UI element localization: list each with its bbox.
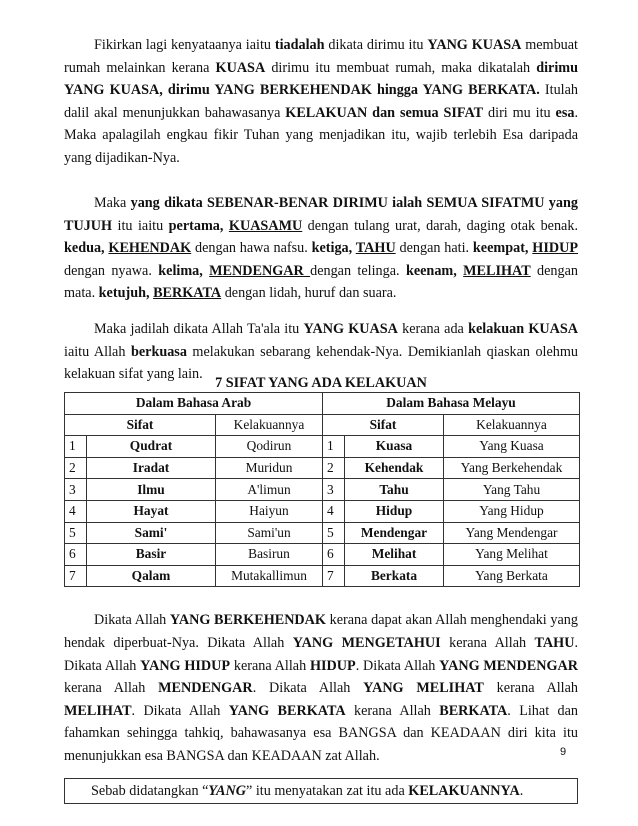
table-row	[65, 436, 580, 458]
group-arab-header: Dalam Bahasa Arab	[65, 393, 323, 415]
kelakuan-melayu: Yang Hidup	[444, 500, 580, 522]
sifat-arab: Sami'	[87, 522, 216, 544]
sifat-arab: Ilmu	[87, 479, 216, 501]
note-box: Sebab didatangkan “YANG” itu menyatakan zat itu ada KELAKUANNYA.	[64, 778, 578, 804]
page-content	[64, 34, 578, 804]
kelakuan-arab: A'limun	[216, 479, 323, 501]
sifat-melayu: Hidup	[345, 500, 444, 522]
sifat-melayu: Kehendak	[345, 457, 444, 479]
row-number: 2	[323, 457, 345, 479]
sifat-melayu: Kuasa	[345, 436, 444, 458]
kelakuan-arab: Sami'un	[216, 522, 323, 544]
table-row	[65, 500, 580, 522]
sifat-arab: Basir	[87, 544, 216, 566]
row-number: 2	[65, 457, 87, 479]
kelakuan-arab: Basirun	[216, 544, 323, 566]
kelakuan-arab: Haiyun	[216, 500, 323, 522]
row-number: 4	[323, 500, 345, 522]
table-caption: 7 SIFAT YANG ADA KELAKUAN	[215, 375, 427, 391]
sifat-melayu: Melihat	[345, 544, 444, 566]
sifat-arab: Qudrat	[87, 436, 216, 458]
table-row	[65, 457, 580, 479]
kelakuan-melayu: Yang Melihat	[444, 544, 580, 566]
sifat-arab: Hayat	[87, 500, 216, 522]
table-row	[65, 522, 580, 544]
sifat-melayu: Mendengar	[345, 522, 444, 544]
sifat-arab: Qalam	[87, 565, 216, 587]
header-kelakuan-melayu: Kelakuannya	[444, 414, 580, 436]
kelakuan-melayu: Yang Berkehendak	[444, 457, 580, 479]
paragraph-2: Maka yang dikata SEBENAR-BENAR DIRIMU ialah SEMUA SIFATMU yang TUJUH itu iaitu pertama, KUASAMU dengan tulang urat, darah, daging otak benak. kedua, KEHENDAK dengan hawa nafsu. ketiga, TAHU dengan hati. keempat, HIDUP dengan nyawa. kelima, MENDENGAR dengan telinga. keenam, MELIHAT dengan mata. ketujuh, BERKATA dengan lidah, huruf dan suara.	[64, 195, 578, 302]
row-number: 4	[65, 500, 87, 522]
row-number: 5	[65, 522, 87, 544]
sifat-melayu: Tahu	[345, 479, 444, 501]
row-number: 5	[323, 522, 345, 544]
kelakuan-arab: Qodirun	[216, 436, 323, 458]
header-sifat-melayu: Sifat	[323, 414, 444, 436]
row-number: 6	[323, 544, 345, 566]
header-kelakuan-arab: Kelakuannya	[216, 414, 323, 436]
kelakuan-arab: Muridun	[216, 457, 323, 479]
table-row	[65, 544, 580, 566]
kelakuan-melayu: Yang Mendengar	[444, 522, 580, 544]
paragraph-3: Maka jadilah dikata Allah Ta'ala itu YANG KUASA kerana ada kelakuan KUASA iaitu Allah berkuasa melakukan sebarang kehendak-Nya. Demikianlah qiaskan olehmu kelakuan sifat yang lain.	[64, 321, 579, 383]
kelakuan-melayu: Yang Tahu	[444, 479, 580, 501]
paragraph-4: Dikata Allah YANG BERKEHENDAK kerana dapat akan Allah menghendaki yang hendak diperbuat-Nya. Dikata Allah YANG MENGETAHUI kerana Allah TAHU. Dikata Allah YANG HIDUP kerana Allah HIDUP. Dikata Allah YANG MENDENGAR kerana Allah MENDENGAR. Dikata Allah YANG MELIHAT kerana Allah MELIHAT. Dikata Allah YANG BERKATA kerana Allah BERKATA. Lihat dan fahamkan sehingga tahkiq, bahawasanya esa BANGSA dan KEADAAN diri kita itu menunjukkan esa BANGSA dan KEADAAN zat Allah.	[64, 612, 578, 764]
row-number: 1	[323, 436, 345, 458]
page-number: 9	[560, 746, 567, 758]
table-group-header	[65, 393, 580, 415]
row-number: 6	[65, 544, 87, 566]
table-row	[65, 479, 580, 501]
table-column-header	[65, 414, 580, 436]
row-number: 1	[65, 436, 87, 458]
group-melayu-header: Dalam Bahasa Melayu	[323, 393, 580, 415]
sifat-melayu: Berkata	[345, 565, 444, 587]
kelakuan-arab: Mutakallimun	[216, 565, 323, 587]
row-number: 3	[323, 479, 345, 501]
sifat-arab: Iradat	[87, 457, 216, 479]
row-number: 7	[323, 565, 345, 587]
paragraph-1: Fikirkan lagi kenyataanya iaitu tiadalah dikata dirimu itu YANG KUASA membuat rumah melainkan kerana KUASA dirimu itu membuat rumah, maka dikatalah dirimu YANG KUASA, dirimu YANG BERKEHENDAK hingga YANG BERKATA. Itulah dalil akal menunjukkan bahawasanya KELAKUAN dan semua SIFAT diri mu itu esa. Maka apalagilah engkau fikir Tuhan yang menjadikan itu, wajib terlebih Esa daripada yang dijadikan-Nya.	[64, 37, 579, 166]
kelakuan-melayu: Yang Kuasa	[444, 436, 580, 458]
kelakuan-melayu: Yang Berkata	[444, 565, 580, 587]
row-number: 7	[65, 565, 87, 587]
table-row	[65, 565, 580, 587]
header-sifat-arab: Sifat	[65, 414, 216, 436]
sifat-table	[64, 392, 580, 587]
row-number: 3	[65, 479, 87, 501]
